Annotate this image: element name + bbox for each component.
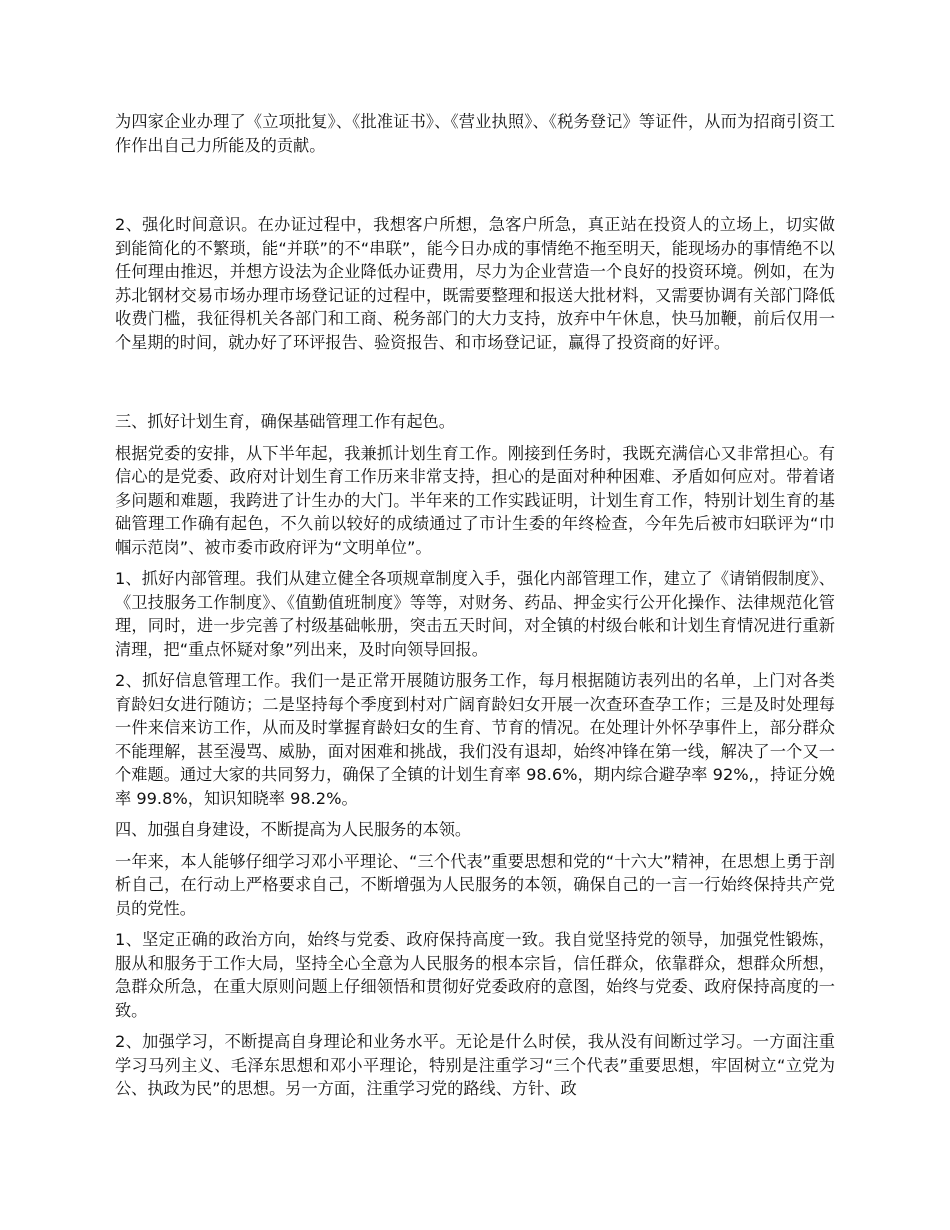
section-heading-self-development: 四、加强自身建设，不断提高为人民服务的本领。 <box>115 820 472 839</box>
document-body <box>115 110 835 1101</box>
paragraph-spacer <box>115 157 835 213</box>
paragraph-internal-management: 1、抓好内部管理。我们从建立健全各项规章制度入手，强化内部管理工作，建立了《请销假制度》、《卫技服务工作制度》、《值勤值班制度》等等，对财务、药品、押金实行公开化操作、法律规范化管理，同时，进一步完善了村级基础帐册，突击五天时间，对全镇的村级台帐和计划生育情况进行重新清理，把“重点怀疑对象”列出来，及时向领导回报。 <box>115 569 835 659</box>
paragraph-spacer <box>115 559 835 567</box>
paragraph-time-awareness: 2、强化时间意识。在办证过程中，我想客户所想，急客户所急，真正站在投资人的立场上，切实做到能简化的不繁琐，能“并联”的不“串联”，能今日办成的事情绝不拖至明天，能现场办的事情绝不以任何理由推迟，并想方设法为企业降低办证费用，尽力为企业营造一个良好的投资环境。例如，在为苏北钢材交易市场办理市场登记证的过程中，既需要整理和报送大批材料，又需要协调有关部门降低收费门槛，我征得机关各部门和工商、税务部门的大力支持，放弃中午休息，快马加鞭，前后仅用一个星期的时间，就办好了环评报告、验资报告、和市场登记证，赢得了投资商的好评。 <box>115 215 835 352</box>
paragraph-study-summary: 一年来，本人能够仔细学习邓小平理论、“三个代表”重要思想和党的“十六大”精神，在思想上勇于剖析自己，在行动上严格要求自己，不断增强为人民服务的本领，确保自己的一言一行始终保持共产党员的党性。 <box>115 851 835 918</box>
paragraph-spacer <box>115 810 835 818</box>
paragraph-family-planning-overview: 根据党委的安排，从下半年起，我兼抓计划生育工作。刚接到任务时，我既充满信心又非常担心。有信心的是党委、政府对计划生育工作历来非常支持，担心的是面对种种困难、矛盾如何应对。带着诸多问题和难题，我跨进了计生办的大门。半年来的工作实践证明，计划生育工作，特别计划生育的基础管理工作确有起色，不久前以较好的成绩通过了市计生委的年终检查，今年先后被市妇联评为“巾帼示范岗”、被市委市政府评为“文明单位”。 <box>115 443 835 557</box>
paragraph-information-management: 2、抓好信息管理工作。我们一是正常开展随访服务工作，每月根据随访表列出的名单，上门对各类育龄妇女进行随访；二是坚持每个季度到村对广阔育龄妇女开展一次查环查孕工作；三是及时处理每一件来信来访工作，从而及时掌握育龄妇女的生育、节育的情况。在处理计外怀孕事件上，部分群众不能理解，甚至漫骂、威胁，面对困难和挑战，我们没有退却，始终冲锋在第一线，解决了一个又一个难题。通过大家的共同努力，确保了全镇的计划生育率 98.6%，期内综合避孕率 92%,，持证分娩率 99.8%，知识知晓率 98.2%。 <box>115 671 835 808</box>
paragraph-spacer <box>115 661 835 669</box>
paragraph-spacer <box>115 1022 835 1030</box>
paragraph-spacer <box>115 434 835 442</box>
paragraph-political-direction: 1、坚定正确的政治方向，始终与党委、政府保持高度一致。我自觉坚持党的领导，加强党性锻炼，服从和服务于工作大局，坚持全心全意为人民服务的根本宗旨，信任群众，依靠群众，想群众所想，急群众所急，在重大原则问题上仔细领悟和贯彻好党委政府的意图，始终与党委、政府保持高度的一致。 <box>115 930 835 1020</box>
section-heading-family-planning: 三、抓好计划生育，确保基础管理工作有起色。 <box>115 412 455 431</box>
paragraph-intro-continuation: 为四家企业办理了《立项批复》、《批准证书》、《营业执照》、《税务登记》等证件，从而为招商引资工作作出自己力所能及的贡献。 <box>115 112 835 155</box>
paragraph-spacer <box>115 842 835 850</box>
paragraph-spacer <box>115 354 835 410</box>
paragraph-spacer <box>115 920 835 928</box>
paragraph-continuous-learning: 2、加强学习，不断提高自身理论和业务水平。无论是什么时侯，我从没有间断过学习。一方面注重学习马列主义、毛泽东思想和邓小平理论，特别是注重学习“三个代表”重要思想，牢固树立“立党为公、执政为民”的思想。另一方面，注重学习党的路线、方针、政 <box>115 1032 835 1098</box>
